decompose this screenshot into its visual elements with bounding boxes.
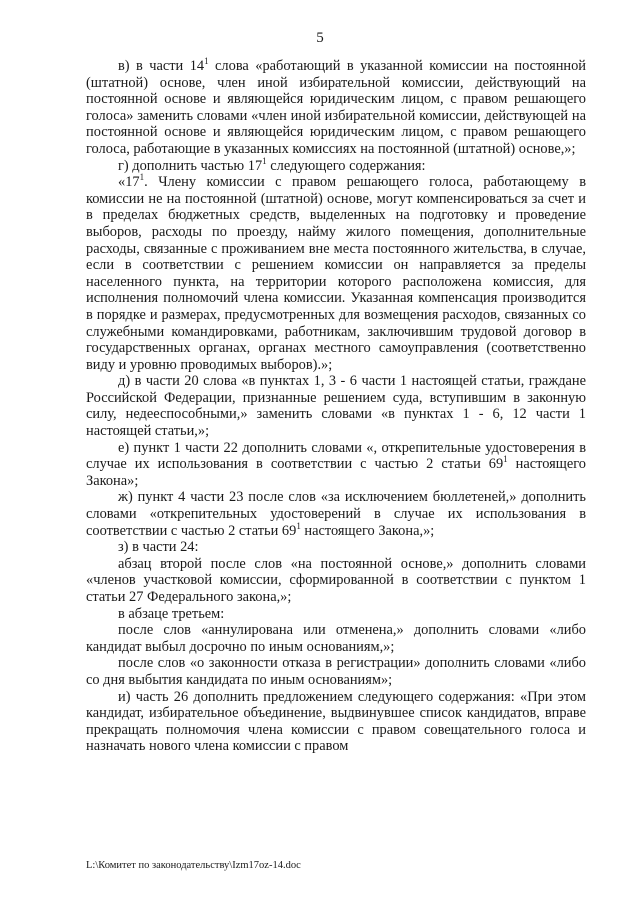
paragraph-abzac-tretiy: в абзаце третьем: xyxy=(118,605,225,622)
page-number: 5 xyxy=(316,30,324,46)
paragraph-z: з) в части 24: xyxy=(118,539,199,556)
paragraph-e: е) пункт 1 части 22 дополнить словами «, открепительные удостоверения в случае их использования в соответствии с частью 2 статьи $69^1$ настоящего Закона»; xyxy=(86,439,586,489)
paragraph-zakonnosti: после слов «о законности отказа в регистрации» дополнить словами «либо со дня выбытия кандидата по иным основаниям»; xyxy=(86,655,586,688)
paragraph-g: г) дополнить частью $17^1$ следующего содержания: xyxy=(118,155,426,174)
file-path-footer: L:\Комитет по законодательству\Izm17oz-14.doc xyxy=(86,860,301,871)
paragraph-17-1: «$17^1$. Члену комиссии с правом решающего голоса, работающему в комиссии не на постоянной (штатной) основе, могут компенсироваться за счет и в пределах бюджетных средств, выделенных на подготовку и проведение выборов, расходы по проезду, найму жилого помещения, дополнительные расходы, связанные с проживанием вне места постоянного жительства, в случае, если в соответствии с решением комиссии он направляется за пределы населенного пункта, на территории которого расположена комиссия, для исполнения полномочий члена комиссии. Указанная компенсация производится в порядке и размерах, предусмотренных для возмещения расходов, связанных со служебными командировками, работникам, заключившим трудовой договор в государственных органах, органах местного самоуправления (соответственно виду и уровню проводимых выборов).»; xyxy=(86,172,586,373)
paragraph-abzac-vtoroy: абзац второй после слов «на постоянной основе,» дополнить словами «членов участковой комиссии, сформированной в соответствии с пунктом 1 статьи 27 Федерального закона,»; xyxy=(86,555,586,605)
document-body xyxy=(86,58,586,755)
paragraph-zh: ж) пункт 4 части 23 после слов «за исключением бюллетеней,» дополнить словами «открепительных удостоверений в случае их использования в соответствии с частью 2 статьи $69^1$ настоящего Закона,»; xyxy=(86,489,586,539)
paragraph-v: в) в части $14^1$ слова «работающий в указанной комиссии на постоянной (штатной) основе, член иной избирательной комиссии, действующий на постоянной основе и являющейся юридическим лицом, с правом решающего голоса» заменить словами «член иной избирательной комиссии, действующей на постоянной основе и являющейся юридическим лицом, с правом решающего голоса, работающие в указанных комиссиях на постоянной (штатной) основе,»; xyxy=(86,56,586,157)
paragraph-i: и) часть 26 дополнить предложением следующего содержания: «При этом кандидат, избирательное объединение, выдвинувшее список кандидатов, вправе прекращать полномочия члена комиссии с правом совещательного голоса и назначать нового члена комиссии с правом xyxy=(86,688,586,755)
paragraph-annulirovana: после слов «аннулирована или отменена,» дополнить словами «либо кандидат выбыл досрочно по иным основаниям,»; xyxy=(86,622,586,655)
paragraph-d: д) в части 20 слова «в пунктах 1, 3 - 6 части 1 настоящей статьи, граждане Российской Федерации, признанные решением суда, вступившим в законную силу, недееспособными,» заменить словами «в пунктах 1 - 6, 12 части 1 настоящей статьи,»; xyxy=(86,373,586,440)
